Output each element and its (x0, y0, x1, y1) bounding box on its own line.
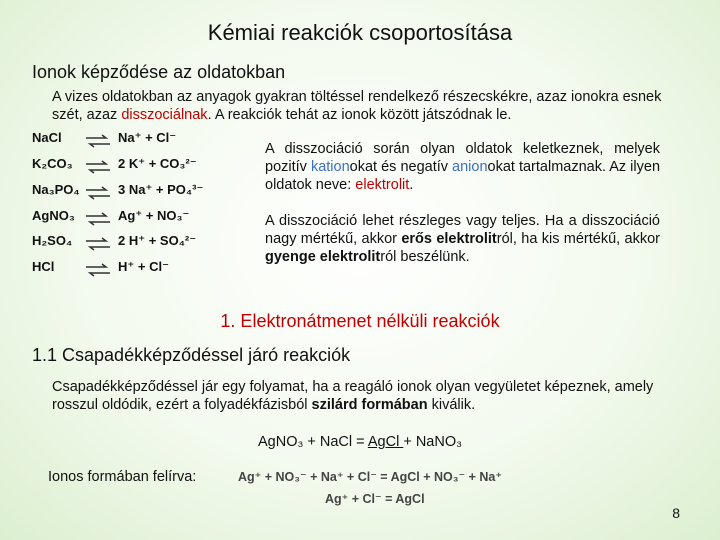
reaction-reactant: K₂CO₃ (32, 156, 73, 171)
precipitation-paragraph (52, 378, 692, 414)
equilibrium-arrows-icon (84, 236, 112, 252)
reaction-reactant: H₂SO₄ (32, 233, 73, 248)
anion-term: anion (452, 159, 488, 175)
strong-electrolyte-term: erős elektrolit (401, 231, 497, 247)
paragraph-text: kiválik. (427, 397, 476, 413)
equation-text: AgNO₃ + NaCl = (257, 434, 368, 450)
note-text: A disszociáció során olyan oldatok keletkeznek, melyek pozitív (265, 141, 660, 175)
cation-term: kation (310, 159, 350, 175)
equilibrium-arrows-icon (84, 159, 112, 175)
note-text: A disszociáció lehet részleges vagy teljes. Ha a disszociáció nagy mértékű, akkor (265, 213, 660, 247)
intro-highlight: disszociálnak (121, 107, 208, 123)
ionic-equation-net: Ag⁺ + Cl⁻ = AgCl (325, 492, 425, 506)
reaction-products: 2 K⁺ + CO₃²⁻ (118, 156, 197, 171)
note-text: ról beszélünk. (380, 249, 470, 265)
note-text: ról, ha kis mértékű, akkor (496, 231, 660, 247)
reaction-products: H⁺ + Cl⁻ (118, 259, 169, 274)
intro-text-1: A vizes oldatokban az anyagok gyakran töltéssel rendelkező részecskékre, azaz ionokra esnek szét, azaz (52, 89, 662, 123)
reaction-reactant: Na₃PO₄ (32, 182, 80, 197)
reaction-products: 2 H⁺ + SO₄²⁻ (118, 233, 197, 248)
reaction-products: Ag⁺ + NO₃⁻ (118, 208, 190, 223)
equilibrium-arrows-icon (84, 262, 112, 278)
note-text: okat és negatív (349, 159, 453, 175)
note-text: . (409, 177, 414, 193)
intro-paragraph (52, 88, 692, 124)
solid-form-term: szilárd formában (311, 397, 428, 413)
weak-electrolyte-term: gyenge elektrolit (265, 249, 381, 265)
paragraph-text: Csapadékképződéssel jár egy folyamat, ha a reagáló ionok olyan vegyületet képeznek, amely rosszul oldódik, ezért a folyadékfázisból (52, 379, 654, 413)
equilibrium-arrows-icon (84, 185, 112, 201)
ionic-label: Ionos formában felírva: (48, 469, 197, 485)
precipitate-term: AgCl (367, 434, 404, 450)
dissociation-note (265, 212, 660, 266)
ionic-equation-full: Ag⁺ + NO₃⁻ + Na⁺ + Cl⁻ = AgCl + NO₃⁻ + Na⁺ (238, 470, 502, 484)
molecular-equation (0, 434, 720, 450)
reaction-reactant: HCl (32, 259, 55, 274)
page-number: 8 (672, 505, 680, 521)
equation-text: + NaNO₃ (403, 434, 463, 450)
page-title: Kémiai reakciók csoportosítása (207, 20, 513, 45)
reaction-reactant: NaCl (32, 130, 62, 145)
equilibrium-arrows-icon (84, 133, 112, 149)
reaction-products: 3 Na⁺ + PO₄³⁻ (118, 182, 204, 197)
section-heading: 1. Elektronátmenet nélküli reakciók (220, 311, 500, 331)
reaction-reactant: AgNO₃ (32, 208, 75, 223)
electrolyte-note (265, 140, 660, 194)
subtitle: Ionok képződése az oldatokban (32, 62, 286, 82)
note-text: okat tartalmaznak. Az ilyen oldatok neve: (265, 159, 661, 193)
subsection-heading: 1.1 Csapadékképződéssel járó reakciók (32, 345, 351, 365)
electrolyte-term: elektrolit (355, 177, 410, 193)
reaction-products: Na⁺ + Cl⁻ (118, 130, 177, 145)
intro-text-2: . A reakciók tehát az ionok között játszódnak le. (207, 107, 512, 123)
equilibrium-arrows-icon (84, 211, 112, 227)
